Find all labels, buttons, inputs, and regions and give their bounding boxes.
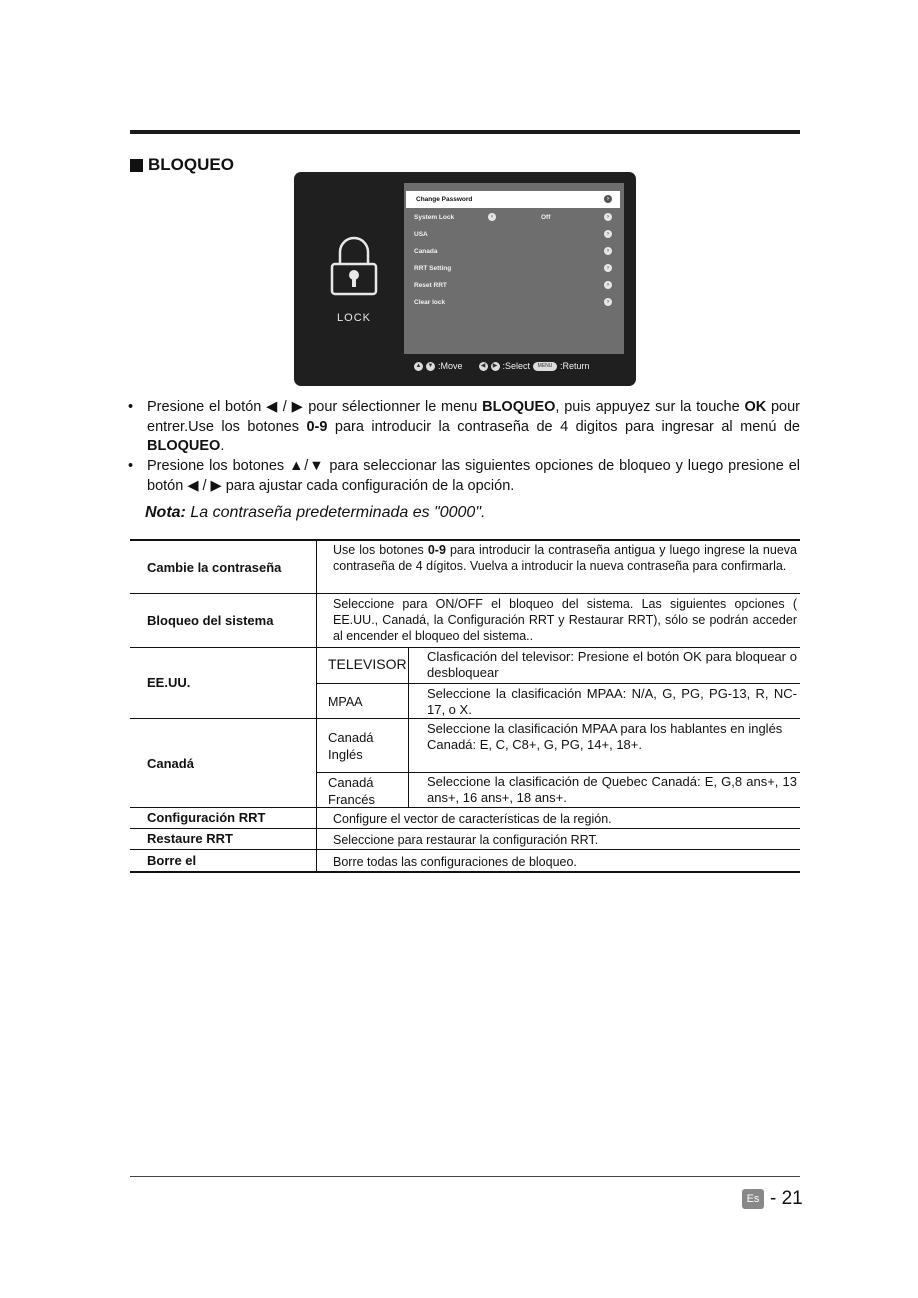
table-rule: [130, 871, 800, 873]
row-header-usa: EE.UU.: [147, 675, 191, 690]
bullet-dot: •: [128, 399, 134, 415]
menu-item-label: Clear lock: [414, 299, 446, 306]
arrow-right-icon: ›: [604, 213, 612, 221]
down-key-icon: ▼: [427, 362, 434, 369]
move-hint: :Move: [438, 361, 463, 371]
tv-key-hints: [414, 361, 590, 371]
row-header-change-password: Cambie la contraseña: [147, 560, 282, 575]
right-key-icon: ▶: [491, 362, 500, 371]
return-hint: :Return: [560, 361, 590, 371]
table-rule: [130, 849, 800, 850]
table-rule: [130, 647, 800, 648]
row-desc-clear: Borre todas las configuraciones de bloqueo.: [333, 855, 577, 869]
page-number: [742, 1188, 803, 1210]
arrow-right-icon: ›: [604, 298, 612, 306]
menu-item-label: USA: [414, 231, 428, 238]
note-label: Nota:: [145, 504, 186, 521]
sub-header-tv: TELEVISOR: [328, 656, 407, 672]
table-rule: [408, 647, 409, 807]
menu-item-usa[interactable]: [404, 226, 620, 243]
bullet-dot: •: [128, 458, 134, 474]
row-desc-canada-english: Seleccione la clasificación MPAA para los hablantes en inglés Canadá: E, C, C8+, G, PG, 14+, 18+.: [427, 721, 783, 752]
menu-item-label: System Lock: [414, 214, 455, 221]
table-rule: [130, 807, 800, 808]
up-key-icon: ▲: [415, 362, 422, 369]
padlock-icon: [322, 230, 386, 310]
menu-item-canada[interactable]: [404, 243, 620, 260]
section-title-text: BLOQUEO: [148, 155, 234, 174]
menu-item-rrt-setting[interactable]: [404, 260, 620, 277]
row-header-rrt-setting: Configuración RRT: [147, 810, 266, 825]
row-desc-system-lock: Seleccione para ON/OFF el bloqueo del sistema. Las siguientes opciones ( EE.UU., Canadá, la Configuración RRT y Restaurar RRT), sólo se podrán acceder al encender el bloqueo del sistema..: [333, 597, 797, 643]
row-desc-rrt-setting: Configure el vector de características de la región.: [333, 812, 612, 826]
menu-item-label: Change Password: [416, 196, 473, 203]
menu-item-change-password[interactable]: [406, 191, 620, 208]
menu-item-label: Reset RRT: [414, 282, 447, 289]
sub-header-canada-french: Canadá Francés: [328, 775, 375, 807]
page-number-text: - 21: [770, 1188, 803, 1209]
row-desc-tv: Clasficación del televisor: Presione el botón OK para bloquear o desbloquear: [427, 649, 797, 680]
row-header-canada: Canadá: [147, 756, 194, 771]
menu-key-icon: MENU: [533, 362, 557, 371]
table-rule: [130, 828, 800, 829]
section-title: [130, 155, 234, 175]
menu-item-clear-lock[interactable]: [404, 294, 620, 311]
instruction-bullet-2: • Presione los botones ▲/▼ para seleccionar las siguientes opciones de bloqueo y luego presione el botón ◀ / ▶ para ajustar cada configuración de la opción.: [128, 458, 800, 494]
table-rule: [130, 593, 800, 594]
lock-block: [322, 230, 382, 330]
square-bullet-icon: [130, 159, 143, 172]
sub-header-mpaa: MPAA: [328, 695, 363, 709]
row-header-reset-rrt: Restaure RRT: [147, 831, 233, 846]
menu-item-value: Off: [541, 214, 551, 221]
arrow-right-icon: ›: [604, 230, 612, 238]
table-rule: [130, 539, 800, 541]
arrow-right-icon: ›: [604, 264, 612, 272]
row-desc-change-password: Use los botones 0-9 para introducir la contraseña antigua y luego ingrese la nueva contraseña de 4 dígitos. Vuelva a introducir la nueva contraseña para confirmarla.: [333, 543, 797, 573]
arrow-right-icon: ›: [604, 195, 612, 203]
lock-menu: [404, 183, 624, 354]
arrow-right-icon: ›: [604, 247, 612, 255]
left-key-icon: ◀: [479, 362, 488, 371]
lock-options-table: [130, 539, 800, 873]
row-desc-reset-rrt: Seleccione para restaurar la configuración RRT.: [333, 833, 599, 847]
lock-label: LOCK: [337, 312, 371, 324]
row-header-system-lock: Bloqueo del sistema: [147, 613, 274, 628]
table-rule: [316, 683, 800, 684]
table-rule: [130, 718, 800, 719]
table-rule: [316, 772, 800, 773]
arrow-left-icon: ‹: [488, 213, 496, 221]
top-rule: [130, 130, 800, 134]
menu-item-label: RRT Setting: [414, 265, 452, 272]
row-desc-canada-french: Seleccione la clasificación de Quebec Canadá: E, G,8 ans+, 13 ans+, 16 ans+, 18 ans+.: [427, 774, 797, 805]
menu-item-reset-rrt[interactable]: [404, 277, 620, 294]
note-text: La contraseña predeterminada es "0000".: [185, 504, 486, 521]
language-badge: Es: [742, 1189, 764, 1209]
instruction-bullet-1: • Presione el botón ◀ / ▶ pour sélectionner le menu BLOQUEO, puis appuyez sur la touche OK pour entrer.Use los botones 0-9 para introducir la contraseña de 4 digitos para ingresar al menú de BLOQUEO.: [128, 399, 800, 454]
table-rule: [316, 539, 317, 873]
select-hint: :Select: [502, 361, 531, 371]
menu-item-label: Canada: [414, 248, 438, 255]
tv-lock-screen: [294, 172, 636, 386]
menu-item-system-lock[interactable]: [404, 209, 620, 226]
note: [145, 504, 485, 522]
arrow-right-icon: ›: [604, 281, 612, 289]
row-desc-mpaa: Seleccione la clasificación MPAA: N/A, G, PG, PG-13, R, NC-17, o X.: [427, 686, 797, 717]
row-header-clear: Borre el: [147, 853, 197, 868]
bottom-rule: [130, 1176, 800, 1177]
sub-header-canada-english: Canadá Inglés: [328, 730, 374, 762]
